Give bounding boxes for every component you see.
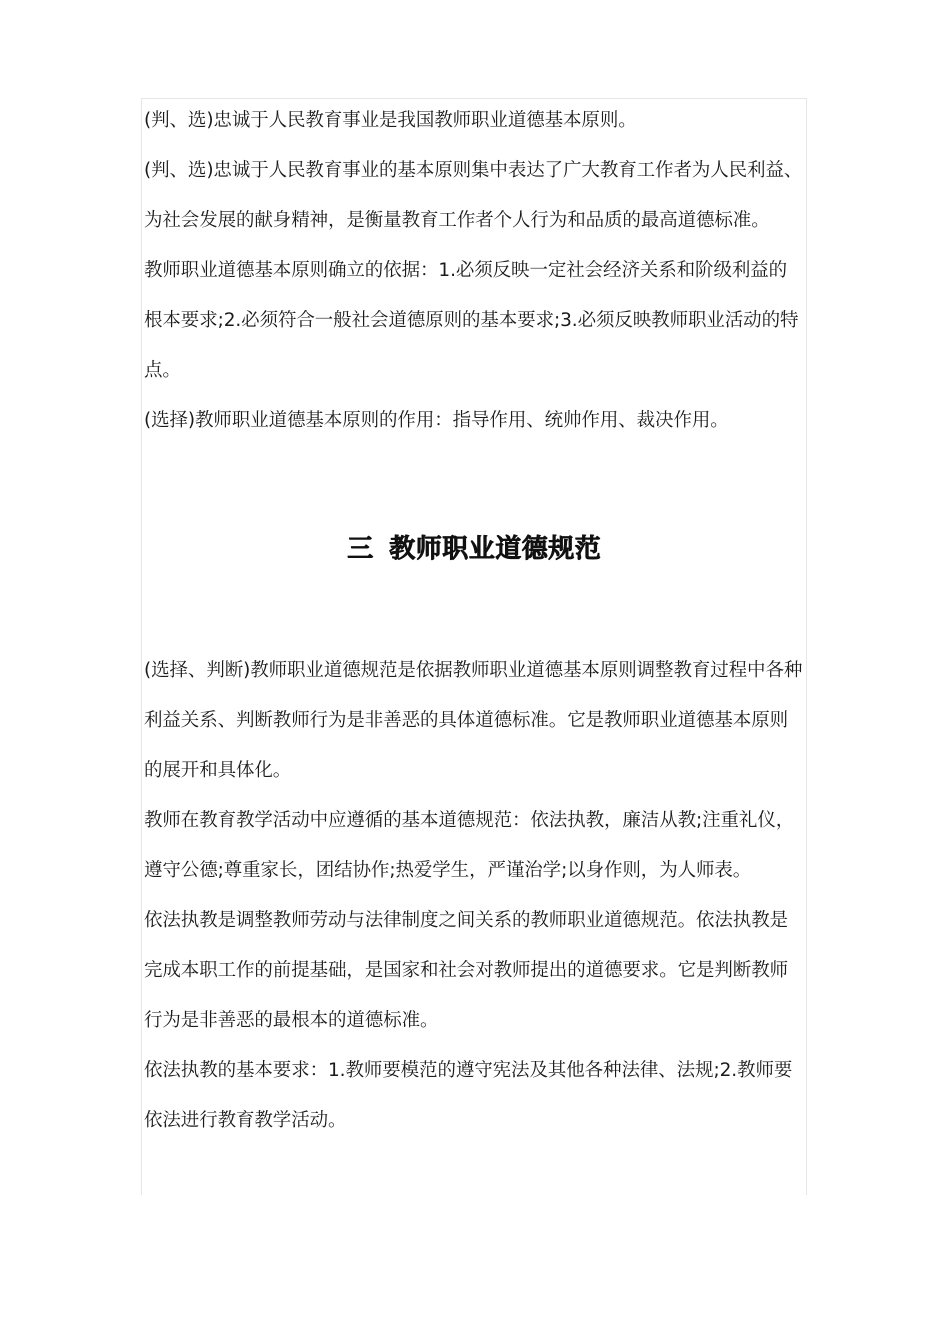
- paragraph-law-teaching: 依法执教是调整教师劳动与法律制度之间关系的教师职业道德规范。依法执教是完成本职工作的前提基础，是国家和社会对教师提出的道德要求。它是判断教师行为是非善恶的最根本的道德标准。: [144, 910, 789, 1031]
- section-heading: 三 教师职业道德规范: [346, 533, 602, 564]
- paragraph-basic-norms: 教师在教育教学活动中应遵循的基本道德规范：依法执教，廉洁从教;注重礼仪，遵守公德;尊重家长，团结协作;热爱学生，严谨治学;以身作则，为人师表。: [144, 810, 795, 881]
- document-body: [144, 96, 804, 1146]
- paragraph-principle-definition: (判、选)忠诚于人民教育事业是我国教师职业道德基本原则。: [144, 110, 637, 131]
- paragraph-norms-definition: (选择、判断)教师职业道德规范是依据教师职业道德基本原则调整教育过程中各种利益关系、判断教师行为是非善恶的具体道德标准。它是教师职业道德基本原则的展开和具体化。: [144, 660, 803, 781]
- paragraph-law-requirements: 依法执教的基本要求：1.教师要模范的遵守宪法及其他各种法律、法规;2.教师要依法进行教育教学活动。: [144, 1060, 793, 1131]
- paragraph-principle-basis: 教师职业道德基本原则确立的依据：1.必须反映一定社会经济关系和阶级利益的根本要求;2.必须符合一般社会道德原则的基本要求;3.必须反映教师职业活动的特点。: [144, 260, 799, 381]
- paragraph-principle-expression: (判、选)忠诚于人民教育事业的基本原则集中表达了广大教育工作者为人民利益、为社会发展的献身精神，是衡量教育工作者个人行为和品质的最高道德标准。: [144, 160, 803, 231]
- paragraph-principle-function: (选择)教师职业道德基本原则的作用：指导作用、统帅作用、裁决作用。: [144, 410, 729, 431]
